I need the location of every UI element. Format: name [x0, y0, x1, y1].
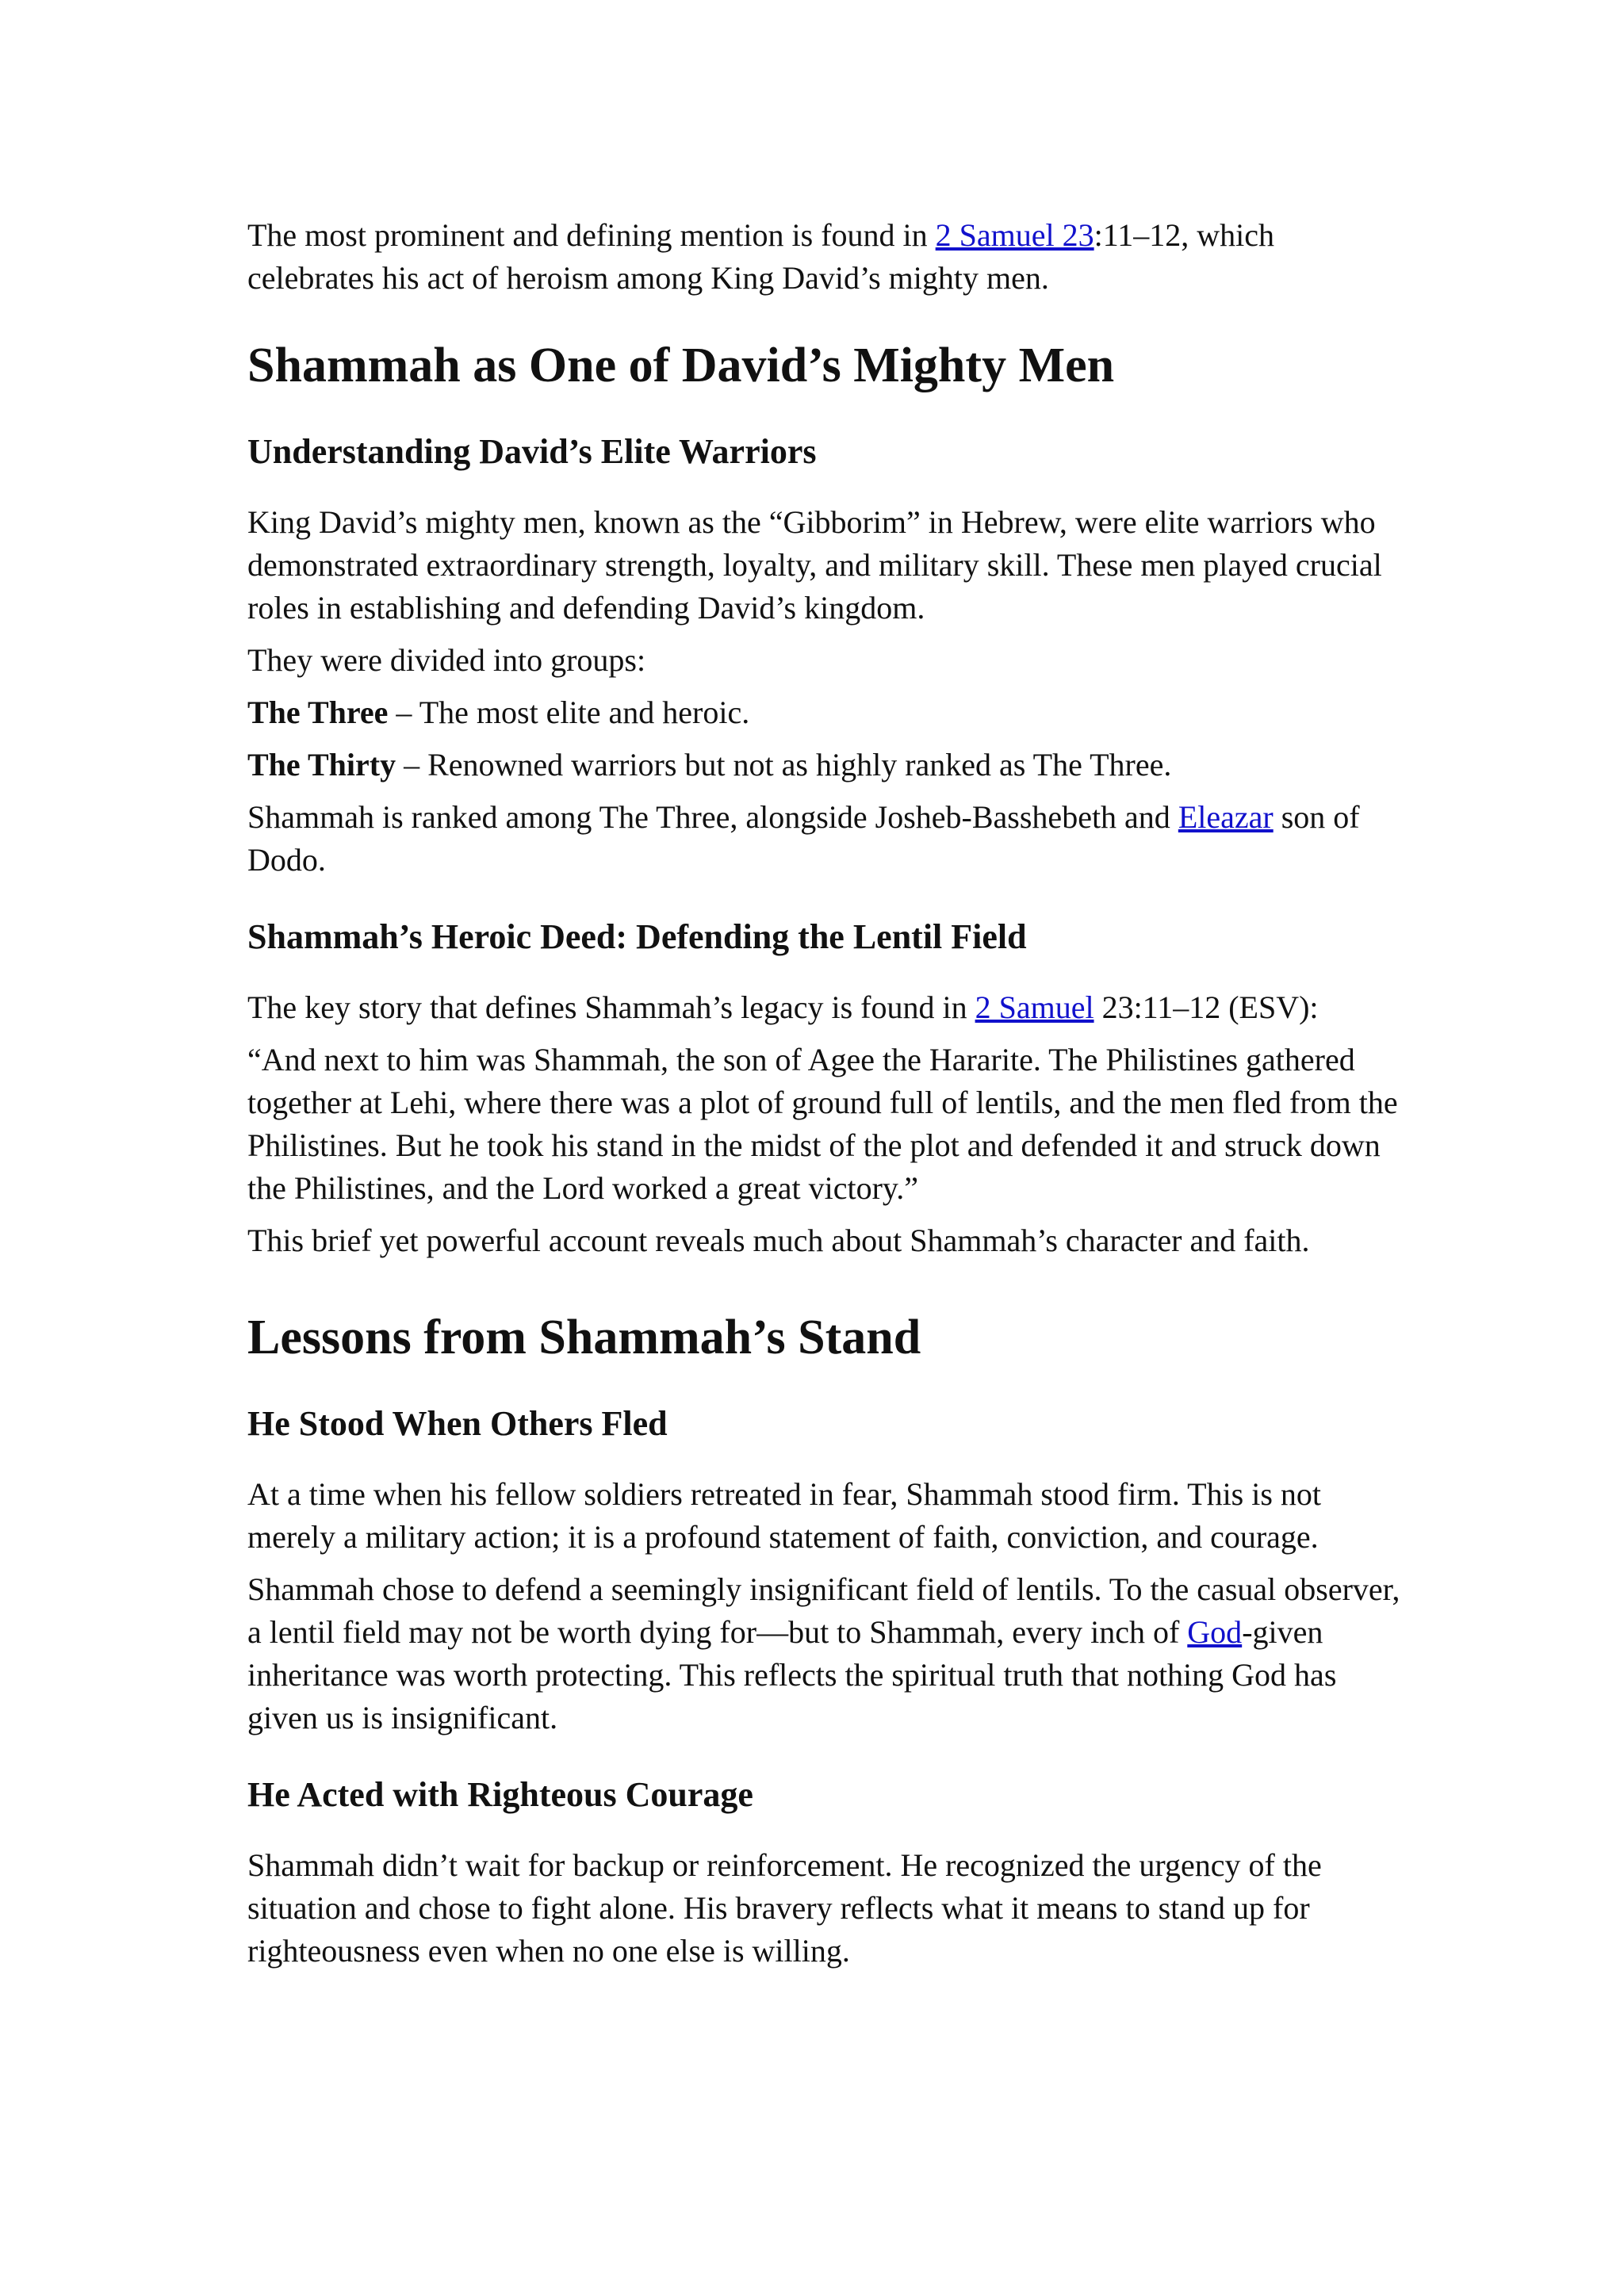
paragraph-righteous-courage: Shammah didn’t wait for backup or reinforcement. He recognized the urgency of the situation and chose to fight alone. His bravery reflects what it means to stand up for righteousness even when no one else is willing. [247, 1847, 1322, 1969]
key-story-text-before: The key story that defines Shammah’s legacy is found in [247, 989, 975, 1025]
link-2-samuel[interactable]: 2 Samuel [975, 989, 1094, 1025]
paragraph-divided-groups: They were divided into groups: [247, 642, 646, 678]
link-2-samuel-23[interactable]: 2 Samuel 23 [935, 217, 1094, 253]
term-the-three: The Three [247, 695, 389, 730]
lentil-text-after: -given inheritance was worth protecting. This reflects the spiritual truth that nothing God has given us is insignificant. [247, 1614, 1337, 1735]
desc-the-thirty: – Renowned warriors but not as highly ranked as The Three. [396, 747, 1172, 783]
term-the-thirty: The Thirty [247, 747, 396, 783]
paragraph-the-three [247, 691, 1405, 734]
subheading-righteous-courage: He Acted with Righteous Courage [247, 1775, 753, 1814]
paragraph-shammah-ranked [247, 796, 1405, 882]
ranked-text-before: Shammah is ranked among The Three, alongside Josheb-Basshebeth and [247, 799, 1178, 835]
subheading-elite-warriors: Understanding David’s Elite Warriors [247, 432, 817, 471]
document-page [247, 214, 1405, 1973]
paragraph-brief-account: This brief yet powerful account reveals much about Shammah’s character and faith. [247, 1223, 1310, 1258]
paragraph-gibborim: King David’s mighty men, known as the “Gibborim” in Hebrew, were elite warriors who demonstrated extraordinary strength, loyalty, and military skill. These men played crucial roles in establishing and defending David’s kingdom. [247, 504, 1382, 626]
intro-text-before: The most prominent and defining mention is found in [247, 217, 936, 253]
heading-mighty-men: Shammah as One of David’s Mighty Men [247, 339, 1115, 392]
link-eleazar[interactable]: Eleazar [1178, 799, 1274, 835]
subheading-heroic-deed: Shammah’s Heroic Deed: Defending the Lentil Field [247, 917, 1027, 956]
desc-the-three: – The most elite and heroic. [388, 695, 750, 730]
paragraph-stood-firm: At a time when his fellow soldiers retreated in fear, Shammah stood firm. This is not merely a military action; it is a profound statement of faith, conviction, and courage. [247, 1476, 1322, 1555]
key-story-text-after: 23:11–12 (ESV): [1094, 989, 1319, 1025]
ranked-text-after: son of Dodo. [247, 799, 1360, 878]
paragraph-lentil-field [247, 1568, 1405, 1739]
subheading-stood-firm: He Stood When Others Fled [247, 1404, 668, 1443]
paragraph-the-thirty [247, 744, 1405, 786]
intro-text-after: :11–12, which celebrates his act of heroism among King David’s mighty men. [247, 217, 1275, 296]
scripture-quote: “And next to him was Shammah, the son of Agee the Hararite. The Philistines gathered together at Lehi, where there was a plot of ground full of lentils, and the men fled from the Philistines. But he took his stand in the midst of the plot and defended it and struck down the Philistines, and the Lord worked a great victory.” [247, 1042, 1398, 1206]
heading-lessons: Lessons from Shammah’s Stand [247, 1311, 921, 1364]
link-god[interactable]: God [1187, 1614, 1243, 1650]
lentil-text-before: Shammah chose to defend a seemingly insignificant field of lentils. To the casual observer, a lentil field may not be worth dying for—but to Shammah, every inch of [247, 1571, 1400, 1650]
intro-paragraph [247, 214, 1405, 300]
paragraph-key-story [247, 986, 1405, 1029]
